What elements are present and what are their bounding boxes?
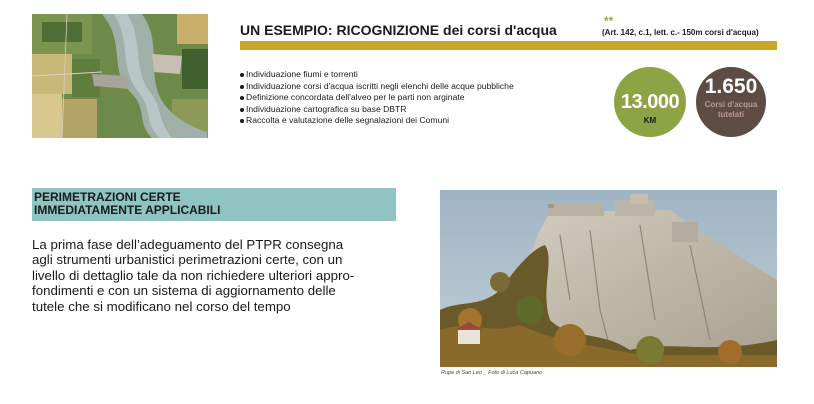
list-item: Individuazione cartografica su base DBTR: [240, 104, 514, 116]
bullet-dot-icon: [240, 108, 244, 112]
section-body-text: La prima fase dell’adeguamento del PTPR consegna agli strumenti urbanistici perimetrazioni certe, con un livello di dettaglio tale da non richiedere ulteriori appro- fondimenti e con un sistema di aggiornamento delle tutele che si modificano nel corso del tempo: [32, 237, 355, 314]
watercourse-count: 1.650: [704, 75, 758, 98]
fortress-photo: [440, 190, 777, 367]
km-value: 13.000: [620, 91, 680, 113]
list-item: Raccolta e valutazione delle segnalazioni dei Comuni: [240, 115, 514, 127]
bullet-dot-icon: [240, 85, 244, 89]
watercourse-label: Corsi d'acqua tutelati: [704, 100, 758, 119]
km-unit: KM: [643, 116, 657, 125]
aerial-map-thumbnail: [32, 14, 208, 138]
bullet-dot-icon: [240, 73, 244, 77]
list-item: Individuazione fiumi e torrenti: [240, 69, 514, 81]
bullet-list: [240, 69, 514, 127]
title-underline-rule: [240, 41, 777, 50]
legal-reference: (Art. 142, c.1, lett. c.- 150m corsi d'acqua): [602, 28, 759, 37]
stat-circle-km: [614, 67, 686, 137]
photo-caption: Rupe di San Leo _ Foto di Luca Capuano: [441, 370, 543, 376]
section-banner: [32, 188, 396, 221]
list-item: Individuazione corsi d'acqua iscritti negli elenchi delle acque pubbliche: [240, 81, 514, 93]
stat-circle-watercourses: [696, 67, 766, 137]
page-title: UN ESEMPIO: RICOGNIZIONE dei corsi d'acqua: [240, 22, 557, 38]
list-item: Definizione concordata dell'alveo per le parti non arginate: [240, 92, 514, 104]
bullet-dot-icon: [240, 119, 244, 123]
bullet-dot-icon: [240, 96, 244, 100]
footnote-stars: **: [604, 14, 614, 28]
section-heading: PERIMETRAZIONI CERTE IMMEDIATAMENTE APPLICABILI: [34, 190, 221, 217]
